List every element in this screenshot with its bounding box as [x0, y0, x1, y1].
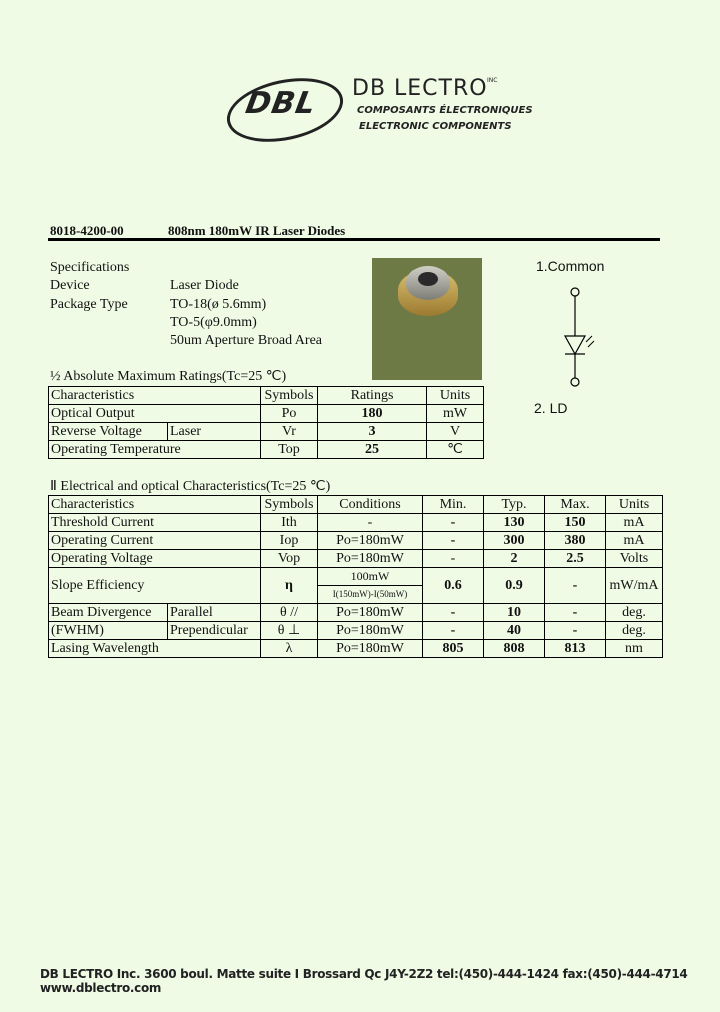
cell: Operating Voltage	[49, 550, 261, 568]
table-row	[49, 423, 484, 441]
circuit-label-common: 1.Common	[536, 258, 605, 274]
header-cell: Units	[427, 387, 484, 405]
cell: 25	[318, 441, 427, 459]
cell: deg.	[606, 604, 663, 622]
spec-device-value: Laser Diode	[170, 278, 239, 293]
cell: Volts	[606, 550, 663, 568]
table-row	[49, 604, 663, 622]
cell: θ //	[261, 604, 318, 622]
laser-diode-symbol	[550, 280, 610, 390]
eo-heading: Ⅱ Electrical and optical Characteristics(Tc=25 ℃)	[50, 479, 331, 494]
cell: -	[545, 622, 606, 640]
cell: -	[423, 604, 484, 622]
cell: -	[545, 568, 606, 604]
header-cell: Max.	[545, 496, 606, 514]
cell: 380	[545, 532, 606, 550]
cell: 300	[484, 532, 545, 550]
cell: V	[427, 423, 484, 441]
cell: Po=180mW	[318, 640, 423, 658]
cell: Slope Efficiency	[49, 568, 261, 604]
table-row	[49, 622, 663, 640]
cell: Po=180mW	[318, 532, 423, 550]
diode-window	[418, 272, 438, 286]
cell: 2.5	[545, 550, 606, 568]
header-cell: Conditions	[318, 496, 423, 514]
header-cell: Characteristics	[49, 387, 261, 405]
cell: θ ⊥	[261, 622, 318, 640]
cell: -	[423, 514, 484, 532]
spec-device-label: Device	[50, 278, 90, 293]
brand-name: DB LECTRO	[352, 76, 488, 101]
cell: Parallel	[168, 604, 261, 622]
cell: (FWHM)	[49, 622, 168, 640]
product-title: 808nm 180mW IR Laser Diodes	[168, 223, 346, 238]
header-cell: Ratings	[318, 387, 427, 405]
cell: 805	[423, 640, 484, 658]
abs-max-table	[48, 386, 484, 459]
table-row	[49, 441, 484, 459]
cell: Reverse Voltage	[49, 423, 168, 441]
cell: Prependicular	[168, 622, 261, 640]
cell: 10	[484, 604, 545, 622]
cell: nm	[606, 640, 663, 658]
table-row	[49, 550, 663, 568]
cell: ℃	[427, 441, 484, 459]
cell: mW/mA	[606, 568, 663, 604]
cell: 150	[545, 514, 606, 532]
cell: Po=180mW	[318, 604, 423, 622]
header-cell: Units	[606, 496, 663, 514]
cell: 180	[318, 405, 427, 423]
footer-contact: DB LECTRO Inc. 3600 boul. Matte suite I Brossard Qc J4Y-2Z2 tel:(450)-444-1424 fax:(450)-444-4714 www.dblectro.com	[40, 967, 688, 995]
cell: Operating Current	[49, 532, 261, 550]
cell: 100mW	[318, 568, 423, 586]
table-header-row	[49, 496, 663, 514]
cell: Po	[261, 405, 318, 423]
emission-arrow-1	[586, 336, 592, 342]
header-cell: Characteristics	[49, 496, 261, 514]
terminal-1	[571, 288, 579, 296]
table-row	[49, 532, 663, 550]
cell: 0.9	[484, 568, 545, 604]
cell: mA	[606, 532, 663, 550]
part-number: 8018-4200-00	[50, 223, 124, 238]
spec-package-value-1: TO-18(ø 5.6mm)	[170, 297, 267, 312]
emission-arrow-2	[588, 341, 594, 347]
cell: Lasing Wavelength	[49, 640, 261, 658]
cell: Vop	[261, 550, 318, 568]
cell: Vr	[261, 423, 318, 441]
cell: Ith	[261, 514, 318, 532]
cell: deg.	[606, 622, 663, 640]
cell: Threshold Current	[49, 514, 261, 532]
logo-mark: DBL	[242, 86, 319, 121]
cell: Top	[261, 441, 318, 459]
cell: 130	[484, 514, 545, 532]
cell: -	[423, 532, 484, 550]
table-row	[49, 405, 484, 423]
cell: mW	[427, 405, 484, 423]
cell: 40	[484, 622, 545, 640]
cell: 808	[484, 640, 545, 658]
eo-table	[48, 495, 663, 658]
cell: mA	[606, 514, 663, 532]
header-cell: Typ.	[484, 496, 545, 514]
cell: Laser	[168, 423, 261, 441]
cell: Po=180mW	[318, 550, 423, 568]
header-cell: Symbols	[261, 387, 318, 405]
cell: 0.6	[423, 568, 484, 604]
spec-package-value-2: TO-5(φ9.0mm)	[170, 315, 257, 330]
cell: η	[261, 568, 318, 604]
cell: -	[423, 622, 484, 640]
diode-triangle	[565, 336, 585, 354]
cell: Optical Output	[49, 405, 261, 423]
cell: Iop	[261, 532, 318, 550]
cell: 3	[318, 423, 427, 441]
spec-package-value-3: 50um Aperture Broad Area	[170, 333, 323, 348]
abs-max-heading: ½ Absolute Maximum Ratings(Tc=25 ℃)	[50, 369, 287, 384]
subtitle-english: ELECTRONIC COMPONENTS	[359, 121, 512, 132]
terminal-2	[571, 378, 579, 386]
table-row	[49, 568, 663, 586]
header-cell: Symbols	[261, 496, 318, 514]
cell: Po=180mW	[318, 622, 423, 640]
table-row	[49, 514, 663, 532]
cell: -	[545, 604, 606, 622]
cell: λ	[261, 640, 318, 658]
cell: 2	[484, 550, 545, 568]
spec-heading: Specifications	[50, 260, 130, 275]
cell: -	[423, 550, 484, 568]
cell: Operating Temperature	[49, 441, 261, 459]
title-rule	[48, 238, 660, 241]
cell: 813	[545, 640, 606, 658]
cell: Beam Divergence	[49, 604, 168, 622]
brand-inc: INC	[487, 77, 498, 84]
subtitle-french: COMPOSANTS ÉLECTRONIQUES	[357, 105, 533, 116]
table-header-row	[49, 387, 484, 405]
header-cell: Min.	[423, 496, 484, 514]
cell: I(150mW)-I(50mW)	[318, 586, 423, 604]
spec-package-label: Package Type	[50, 297, 128, 312]
circuit-label-ld: 2. LD	[534, 400, 568, 416]
table-row	[49, 640, 663, 658]
cell: -	[318, 514, 423, 532]
